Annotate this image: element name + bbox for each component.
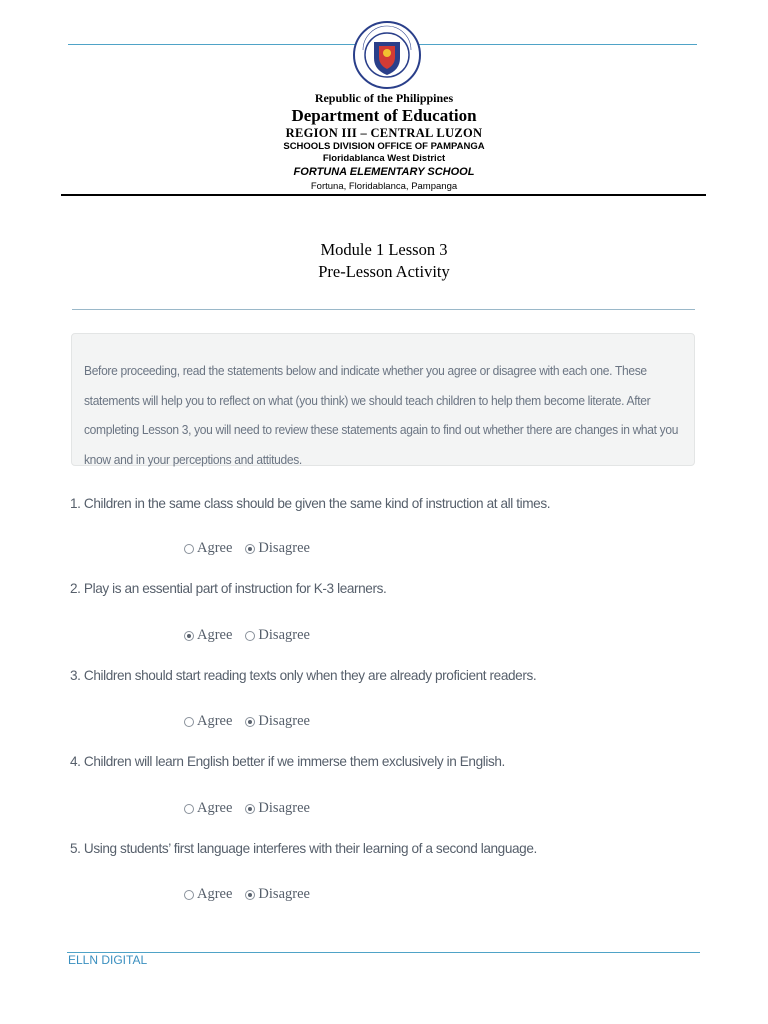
- district-label: Floridablanca West District: [322, 153, 446, 164]
- footer-rule: [67, 952, 700, 953]
- question-3-agree-option[interactable]: [184, 713, 232, 730]
- agree-label: Agree: [197, 800, 233, 816]
- question-4-agree-option[interactable]: [184, 800, 232, 817]
- question-5-options: [184, 886, 323, 903]
- deped-seal-logo: [352, 20, 422, 90]
- radio-agree-icon[interactable]: [184, 804, 194, 814]
- agree-label: Agree: [197, 627, 233, 643]
- instructions-box: [71, 333, 695, 466]
- region-label: REGION III – CENTRAL LUZON: [285, 126, 483, 140]
- question-2-disagree-option[interactable]: [245, 627, 310, 644]
- radio-agree-icon[interactable]: [184, 717, 194, 727]
- question-4-options: [184, 800, 323, 817]
- question-2-options: [184, 627, 323, 644]
- title-divider: [72, 309, 695, 310]
- question-2-text: 2. Play is an essential part of instruction for K-3 learners.: [70, 581, 387, 596]
- question-1-options: [184, 540, 323, 557]
- instructions-text: Before proceeding, read the statements below and indicate whether you agree or disagree with each one. These statements will help you to reflect on what (you think) we should teach children to help them become literate. After completing Lesson 3, you will need to review these statements again to find out whether there are changes in what you know and in your perceptions and attitudes.: [84, 363, 679, 467]
- activity-title: Pre-Lesson Activity: [318, 262, 450, 281]
- republic-label: Republic of the Philippines: [314, 91, 454, 105]
- agree-label: Agree: [197, 540, 233, 556]
- department-title: Department of Education: [291, 106, 477, 125]
- question-1-disagree-option[interactable]: [245, 540, 310, 557]
- radio-disagree-icon[interactable]: [245, 544, 255, 554]
- radio-agree-icon[interactable]: [184, 890, 194, 900]
- radio-agree-icon[interactable]: [184, 544, 194, 554]
- disagree-label: Disagree: [258, 627, 310, 643]
- question-5-agree-option[interactable]: [184, 886, 232, 903]
- footer-label: ELLN DIGITAL: [68, 953, 148, 967]
- question-4-disagree-option[interactable]: [245, 800, 310, 817]
- disagree-label: Disagree: [258, 713, 310, 729]
- question-5-disagree-option[interactable]: [245, 886, 310, 903]
- disagree-label: Disagree: [258, 800, 310, 816]
- question-2-agree-option[interactable]: [184, 627, 232, 644]
- question-5-text: 5. Using students’ first language interferes with their learning of a second language.: [70, 841, 537, 856]
- radio-disagree-icon[interactable]: [245, 717, 255, 727]
- radio-disagree-icon[interactable]: [245, 890, 255, 900]
- question-1-agree-option[interactable]: [184, 540, 232, 557]
- school-address: Fortuna, Floridablanca, Pampanga: [310, 181, 458, 192]
- question-4-text: 4. Children will learn English better if we immerse them exclusively in English.: [70, 754, 505, 769]
- question-3-options: [184, 713, 323, 730]
- disagree-label: Disagree: [258, 540, 310, 556]
- question-3-disagree-option[interactable]: [245, 713, 310, 730]
- agree-label: Agree: [197, 886, 233, 902]
- disagree-label: Disagree: [258, 886, 310, 902]
- agree-label: Agree: [197, 713, 233, 729]
- radio-disagree-icon[interactable]: [245, 631, 255, 641]
- question-3-text: 3. Children should start reading texts only when they are already proficient readers.: [70, 668, 537, 683]
- radio-agree-icon[interactable]: [184, 631, 194, 641]
- division-label: SCHOOLS DIVISION OFFICE OF PAMPANGA: [283, 141, 485, 152]
- school-name: FORTUNA ELEMENTARY SCHOOL: [293, 166, 475, 178]
- radio-disagree-icon[interactable]: [245, 804, 255, 814]
- question-1-text: 1. Children in the same class should be given the same kind of instruction at all times.: [70, 496, 551, 511]
- header-divider: [61, 194, 706, 196]
- module-title: Module 1 Lesson 3: [320, 240, 448, 259]
